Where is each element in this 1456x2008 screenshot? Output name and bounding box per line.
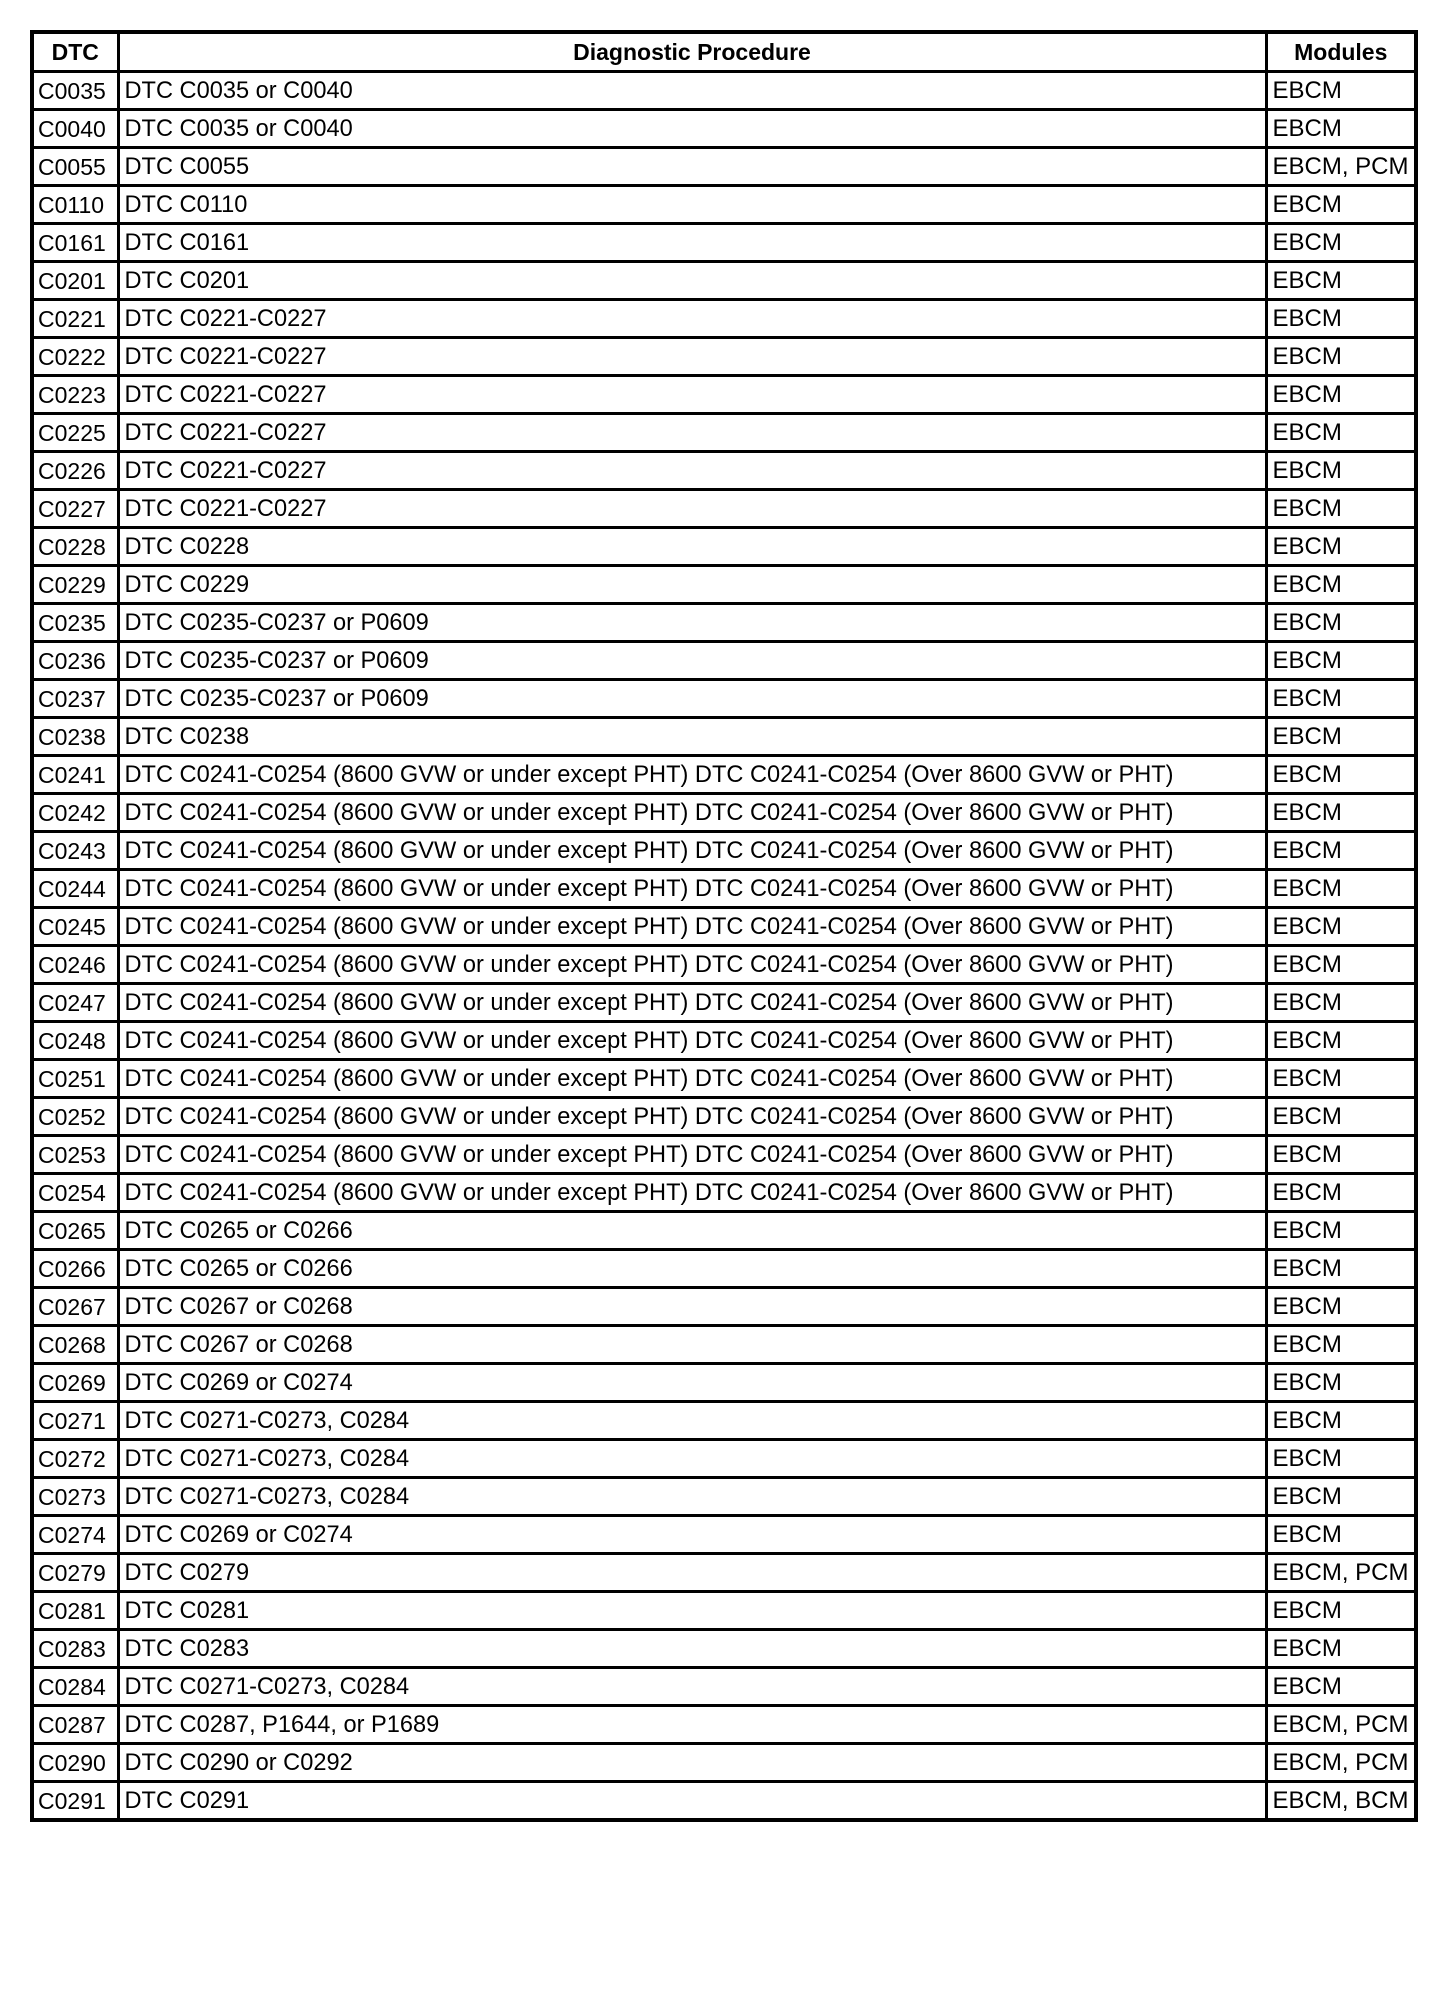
dtc-code-cell: C0227 — [32, 490, 118, 528]
header-modules: Modules — [1266, 32, 1416, 72]
dtc-code-cell: C0247 — [32, 984, 118, 1022]
diagnostic-procedure-cell: DTC C0241-C0254 (8600 GVW or under except PHT) DTC C0241-C0254 (Over 8600 GVW or PHT) — [118, 1136, 1266, 1174]
diagnostic-procedure-cell: DTC C0221-C0227 — [118, 338, 1266, 376]
modules-cell: EBCM, PCM — [1266, 1706, 1416, 1744]
diagnostic-procedure-cell: DTC C0241-C0254 (8600 GVW or under except PHT) DTC C0241-C0254 (Over 8600 GVW or PHT) — [118, 1098, 1266, 1136]
dtc-code-cell: C0273 — [32, 1478, 118, 1516]
table-row — [32, 1782, 1416, 1821]
dtc-code-cell: C0290 — [32, 1744, 118, 1782]
diagnostic-procedure-cell: DTC C0241-C0254 (8600 GVW or under except PHT) DTC C0241-C0254 (Over 8600 GVW or PHT) — [118, 756, 1266, 794]
dtc-code-cell: C0254 — [32, 1174, 118, 1212]
table-row — [32, 490, 1416, 528]
dtc-code-cell: C0225 — [32, 414, 118, 452]
modules-cell: EBCM — [1266, 1288, 1416, 1326]
table-row — [32, 908, 1416, 946]
diagnostic-procedure-cell: DTC C0267 or C0268 — [118, 1288, 1266, 1326]
diagnostic-procedure-cell: DTC C0221-C0227 — [118, 414, 1266, 452]
table-row — [32, 452, 1416, 490]
diagnostic-procedure-cell: DTC C0241-C0254 (8600 GVW or under except PHT) DTC C0241-C0254 (Over 8600 GVW or PHT) — [118, 984, 1266, 1022]
diagnostic-procedure-cell: DTC C0035 or C0040 — [118, 110, 1266, 148]
modules-cell: EBCM — [1266, 1136, 1416, 1174]
modules-cell: EBCM — [1266, 224, 1416, 262]
diagnostic-procedure-cell: DTC C0221-C0227 — [118, 300, 1266, 338]
dtc-code-cell: C0252 — [32, 1098, 118, 1136]
diagnostic-procedure-cell: DTC C0241-C0254 (8600 GVW or under except PHT) DTC C0241-C0254 (Over 8600 GVW or PHT) — [118, 1022, 1266, 1060]
dtc-code-cell: C0201 — [32, 262, 118, 300]
diagnostic-procedure-cell: DTC C0241-C0254 (8600 GVW or under except PHT) DTC C0241-C0254 (Over 8600 GVW or PHT) — [118, 870, 1266, 908]
table-row — [32, 680, 1416, 718]
diagnostic-procedure-cell: DTC C0241-C0254 (8600 GVW or under except PHT) DTC C0241-C0254 (Over 8600 GVW or PHT) — [118, 1060, 1266, 1098]
dtc-code-cell: C0035 — [32, 72, 118, 110]
diagnostic-procedure-cell: DTC C0241-C0254 (8600 GVW or under except PHT) DTC C0241-C0254 (Over 8600 GVW or PHT) — [118, 1174, 1266, 1212]
modules-cell: EBCM — [1266, 756, 1416, 794]
modules-cell: EBCM — [1266, 1022, 1416, 1060]
table-row — [32, 1174, 1416, 1212]
table-row — [32, 1630, 1416, 1668]
table-row — [32, 1212, 1416, 1250]
dtc-code-cell: C0245 — [32, 908, 118, 946]
modules-cell: EBCM — [1266, 870, 1416, 908]
diagnostic-procedure-cell: DTC C0241-C0254 (8600 GVW or under except PHT) DTC C0241-C0254 (Over 8600 GVW or PHT) — [118, 832, 1266, 870]
modules-cell: EBCM — [1266, 1326, 1416, 1364]
diagnostic-procedure-cell: DTC C0235-C0237 or P0609 — [118, 604, 1266, 642]
diagnostic-procedure-cell: DTC C0265 or C0266 — [118, 1250, 1266, 1288]
table-row — [32, 1326, 1416, 1364]
modules-cell: EBCM, PCM — [1266, 1554, 1416, 1592]
table-row — [32, 794, 1416, 832]
modules-cell: EBCM — [1266, 1402, 1416, 1440]
diagnostic-procedure-cell: DTC C0235-C0237 or P0609 — [118, 680, 1266, 718]
table-row — [32, 414, 1416, 452]
diagnostic-procedure-cell: DTC C0281 — [118, 1592, 1266, 1630]
modules-cell: EBCM — [1266, 72, 1416, 110]
dtc-code-cell: C0284 — [32, 1668, 118, 1706]
diagnostic-procedure-cell: DTC C0229 — [118, 566, 1266, 604]
table-header-row — [32, 32, 1416, 72]
table-row — [32, 528, 1416, 566]
diagnostic-procedure-cell: DTC C0271-C0273, C0284 — [118, 1402, 1266, 1440]
dtc-code-cell: C0269 — [32, 1364, 118, 1402]
dtc-code-cell: C0055 — [32, 148, 118, 186]
diagnostic-procedure-cell: DTC C0221-C0227 — [118, 490, 1266, 528]
modules-cell: EBCM, PCM — [1266, 1744, 1416, 1782]
diagnostic-procedure-cell: DTC C0110 — [118, 186, 1266, 224]
diagnostic-procedure-cell: DTC C0265 or C0266 — [118, 1212, 1266, 1250]
modules-cell: EBCM — [1266, 110, 1416, 148]
table-row — [32, 1516, 1416, 1554]
dtc-code-cell: C0253 — [32, 1136, 118, 1174]
modules-cell: EBCM — [1266, 566, 1416, 604]
table-row — [32, 1098, 1416, 1136]
diagnostic-procedure-cell: DTC C0221-C0227 — [118, 452, 1266, 490]
table-row — [32, 224, 1416, 262]
modules-cell: EBCM — [1266, 262, 1416, 300]
table-row — [32, 946, 1416, 984]
dtc-code-cell: C0243 — [32, 832, 118, 870]
modules-cell: EBCM — [1266, 832, 1416, 870]
diagnostic-procedure-cell: DTC C0271-C0273, C0284 — [118, 1478, 1266, 1516]
dtc-code-cell: C0241 — [32, 756, 118, 794]
table-row — [32, 72, 1416, 110]
dtc-code-cell: C0279 — [32, 1554, 118, 1592]
modules-cell: EBCM — [1266, 1174, 1416, 1212]
modules-cell: EBCM — [1266, 452, 1416, 490]
dtc-code-cell: C0238 — [32, 718, 118, 756]
table-row — [32, 148, 1416, 186]
modules-cell: EBCM, PCM — [1266, 148, 1416, 186]
modules-cell: EBCM — [1266, 1440, 1416, 1478]
dtc-code-cell: C0229 — [32, 566, 118, 604]
table-row — [32, 262, 1416, 300]
modules-cell: EBCM — [1266, 1060, 1416, 1098]
modules-cell: EBCM — [1266, 1592, 1416, 1630]
diagnostic-procedure-cell: DTC C0291 — [118, 1782, 1266, 1821]
table-row — [32, 1136, 1416, 1174]
table-row — [32, 604, 1416, 642]
table-row — [32, 186, 1416, 224]
table-row — [32, 1364, 1416, 1402]
dtc-code-cell: C0110 — [32, 186, 118, 224]
modules-cell: EBCM — [1266, 528, 1416, 566]
diagnostic-procedure-cell: DTC C0228 — [118, 528, 1266, 566]
table-row — [32, 1402, 1416, 1440]
header-diagnostic-procedure: Diagnostic Procedure — [118, 32, 1266, 72]
diagnostic-procedure-cell: DTC C0201 — [118, 262, 1266, 300]
table-row — [32, 756, 1416, 794]
modules-cell: EBCM — [1266, 300, 1416, 338]
modules-cell: EBCM — [1266, 984, 1416, 1022]
dtc-code-cell: C0271 — [32, 1402, 118, 1440]
dtc-code-cell: C0221 — [32, 300, 118, 338]
table-row — [32, 1744, 1416, 1782]
table-row — [32, 1060, 1416, 1098]
dtc-code-cell: C0222 — [32, 338, 118, 376]
modules-cell: EBCM — [1266, 718, 1416, 756]
diagnostic-procedure-cell: DTC C0241-C0254 (8600 GVW or under except PHT) DTC C0241-C0254 (Over 8600 GVW or PHT) — [118, 908, 1266, 946]
dtc-code-cell: C0248 — [32, 1022, 118, 1060]
modules-cell: EBCM — [1266, 908, 1416, 946]
table-row — [32, 832, 1416, 870]
table-body — [32, 72, 1416, 1821]
modules-cell: EBCM — [1266, 1668, 1416, 1706]
table-row — [32, 1478, 1416, 1516]
table-row — [32, 1554, 1416, 1592]
diagnostic-procedure-cell: DTC C0279 — [118, 1554, 1266, 1592]
modules-cell: EBCM, BCM — [1266, 1782, 1416, 1821]
table-row — [32, 1022, 1416, 1060]
diagnostic-procedure-cell: DTC C0241-C0254 (8600 GVW or under except PHT) DTC C0241-C0254 (Over 8600 GVW or PHT) — [118, 946, 1266, 984]
modules-cell: EBCM — [1266, 604, 1416, 642]
diagnostic-procedure-cell: DTC C0269 or C0274 — [118, 1516, 1266, 1554]
diagnostic-procedure-cell: DTC C0271-C0273, C0284 — [118, 1440, 1266, 1478]
diagnostic-procedure-cell: DTC C0287, P1644, or P1689 — [118, 1706, 1266, 1744]
table-row — [32, 1706, 1416, 1744]
modules-cell: EBCM — [1266, 1212, 1416, 1250]
diagnostic-procedure-cell: DTC C0290 or C0292 — [118, 1744, 1266, 1782]
modules-cell: EBCM — [1266, 1250, 1416, 1288]
diagnostic-procedure-cell: DTC C0055 — [118, 148, 1266, 186]
modules-cell: EBCM — [1266, 414, 1416, 452]
table-row — [32, 1288, 1416, 1326]
diagnostic-procedure-cell: DTC C0271-C0273, C0284 — [118, 1668, 1266, 1706]
modules-cell: EBCM — [1266, 642, 1416, 680]
modules-cell: EBCM — [1266, 1516, 1416, 1554]
table-row — [32, 1592, 1416, 1630]
dtc-code-cell: C0235 — [32, 604, 118, 642]
table-row — [32, 376, 1416, 414]
dtc-code-cell: C0244 — [32, 870, 118, 908]
dtc-code-cell: C0242 — [32, 794, 118, 832]
modules-cell: EBCM — [1266, 376, 1416, 414]
dtc-code-cell: C0268 — [32, 1326, 118, 1364]
table-row — [32, 718, 1416, 756]
dtc-code-cell: C0251 — [32, 1060, 118, 1098]
dtc-code-cell: C0283 — [32, 1630, 118, 1668]
diagnostic-procedure-cell: DTC C0283 — [118, 1630, 1266, 1668]
dtc-code-cell: C0266 — [32, 1250, 118, 1288]
diagnostic-procedure-cell: DTC C0269 or C0274 — [118, 1364, 1266, 1402]
dtc-code-cell: C0246 — [32, 946, 118, 984]
table-row — [32, 1440, 1416, 1478]
modules-cell: EBCM — [1266, 680, 1416, 718]
modules-cell: EBCM — [1266, 1478, 1416, 1516]
diagnostic-procedure-cell: DTC C0035 or C0040 — [118, 72, 1266, 110]
dtc-code-cell: C0281 — [32, 1592, 118, 1630]
table-row — [32, 1250, 1416, 1288]
dtc-code-cell: C0237 — [32, 680, 118, 718]
diagnostic-procedure-cell: DTC C0238 — [118, 718, 1266, 756]
diagnostic-procedure-cell: DTC C0267 or C0268 — [118, 1326, 1266, 1364]
table-row — [32, 642, 1416, 680]
dtc-code-cell: C0226 — [32, 452, 118, 490]
modules-cell: EBCM — [1266, 946, 1416, 984]
diagnostic-procedure-cell: DTC C0161 — [118, 224, 1266, 262]
dtc-code-cell: C0267 — [32, 1288, 118, 1326]
modules-cell: EBCM — [1266, 794, 1416, 832]
dtc-code-cell: C0040 — [32, 110, 118, 148]
table-row — [32, 870, 1416, 908]
table-row — [32, 566, 1416, 604]
diagnostic-procedure-cell: DTC C0241-C0254 (8600 GVW or under except PHT) DTC C0241-C0254 (Over 8600 GVW or PHT) — [118, 794, 1266, 832]
dtc-code-cell: C0291 — [32, 1782, 118, 1821]
dtc-table — [30, 30, 1418, 1822]
dtc-code-cell: C0287 — [32, 1706, 118, 1744]
table-row — [32, 110, 1416, 148]
diagnostic-procedure-cell: DTC C0235-C0237 or P0609 — [118, 642, 1266, 680]
dtc-code-cell: C0161 — [32, 224, 118, 262]
table-row — [32, 984, 1416, 1022]
modules-cell: EBCM — [1266, 490, 1416, 528]
header-dtc: DTC — [32, 32, 118, 72]
table-row — [32, 1668, 1416, 1706]
dtc-code-cell: C0236 — [32, 642, 118, 680]
modules-cell: EBCM — [1266, 338, 1416, 376]
modules-cell: EBCM — [1266, 1630, 1416, 1668]
dtc-code-cell: C0272 — [32, 1440, 118, 1478]
dtc-code-cell: C0274 — [32, 1516, 118, 1554]
modules-cell: EBCM — [1266, 186, 1416, 224]
modules-cell: EBCM — [1266, 1098, 1416, 1136]
table-row — [32, 338, 1416, 376]
dtc-code-cell: C0265 — [32, 1212, 118, 1250]
diagnostic-procedure-cell: DTC C0221-C0227 — [118, 376, 1266, 414]
table-row — [32, 300, 1416, 338]
dtc-code-cell: C0228 — [32, 528, 118, 566]
modules-cell: EBCM — [1266, 1364, 1416, 1402]
dtc-code-cell: C0223 — [32, 376, 118, 414]
